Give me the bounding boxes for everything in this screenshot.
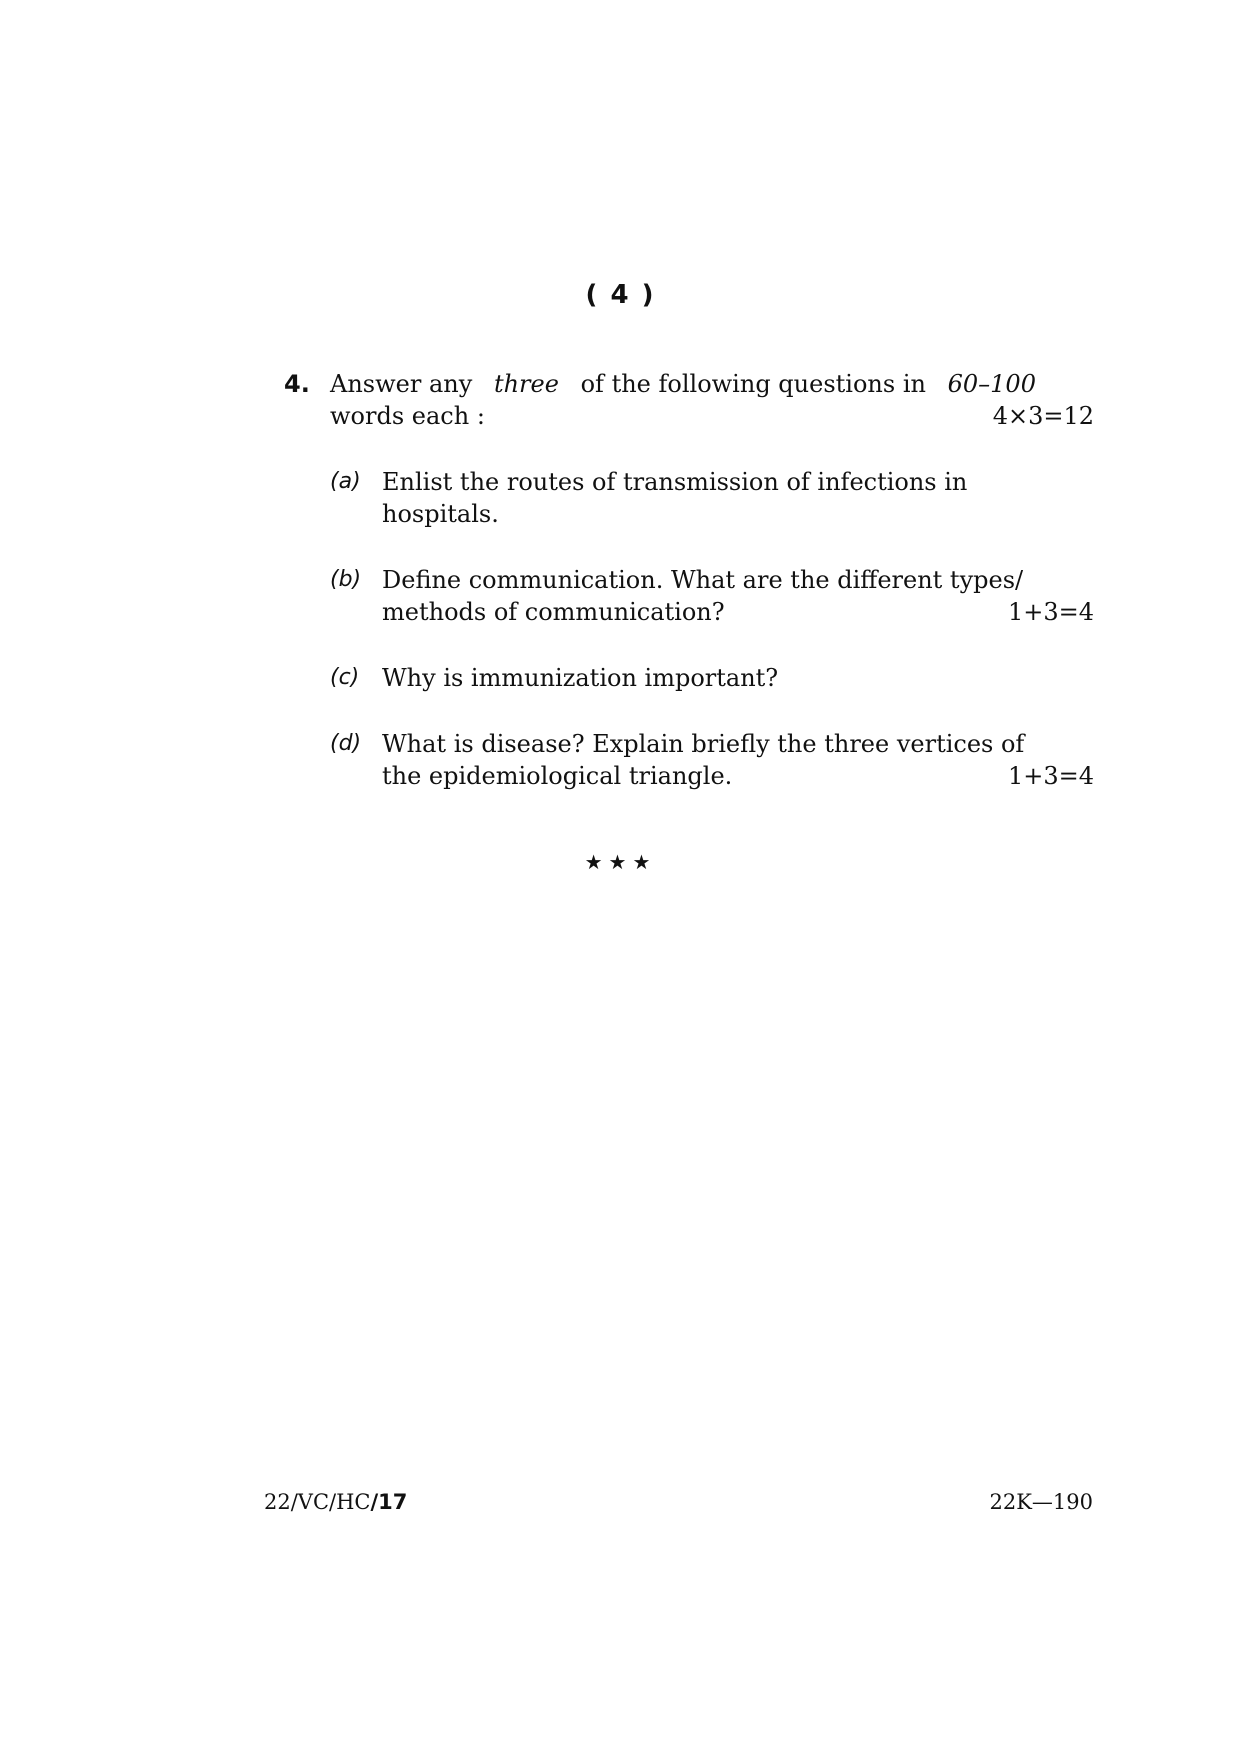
subquestion-text-cont: hospitals. bbox=[382, 500, 499, 528]
question-instruction-line2 bbox=[330, 400, 1094, 432]
subquestion-label: (a) bbox=[330, 469, 361, 494]
paper-code-prefix: 22/VC/HC bbox=[264, 1490, 371, 1514]
subquestion-text: Enlist the routes of transmission of infections in bbox=[382, 468, 968, 496]
subquestion-line2 bbox=[382, 596, 1094, 628]
subquestion-line2 bbox=[382, 498, 1094, 530]
paper-code bbox=[264, 1490, 407, 1514]
subquestion-line1 bbox=[382, 466, 1036, 498]
subquestion-text: Define communication. What are the different types/ bbox=[382, 566, 1024, 594]
subquestion-c bbox=[284, 662, 1094, 694]
subquestion-marks: 1+3=4 bbox=[1007, 598, 1094, 626]
end-of-paper-stars: ★★★ bbox=[584, 850, 657, 874]
subquestion-text: Why is immunization important? bbox=[382, 664, 779, 692]
subquestion-text-cont: the epidemiological triangle. bbox=[382, 762, 733, 790]
instruction-part-a: Answer any bbox=[330, 370, 473, 398]
question-instruction-line1 bbox=[330, 368, 1036, 400]
subquestion-label: (c) bbox=[330, 665, 360, 690]
question-4 bbox=[284, 368, 1094, 826]
question-header bbox=[284, 368, 1094, 432]
subquestion-line1 bbox=[382, 662, 1036, 694]
print-code: 22K—190 bbox=[989, 1490, 1093, 1514]
subquestion-line1 bbox=[382, 564, 1036, 596]
page-number: ( 4 ) bbox=[585, 280, 656, 310]
subquestion-line2 bbox=[382, 760, 1094, 792]
subquestion-label: (b) bbox=[330, 567, 362, 592]
subquestion-label: (d) bbox=[330, 731, 362, 756]
paper-code-suffix: /17 bbox=[370, 1490, 408, 1514]
subquestion-marks: 1+3=4 bbox=[1007, 762, 1094, 790]
subquestion-b bbox=[284, 564, 1094, 628]
subquestion-line1 bbox=[382, 728, 1036, 760]
instruction-word-range: 60–100 bbox=[947, 370, 1036, 398]
question-marks: 4×3=12 bbox=[992, 402, 1094, 430]
subquestion-a bbox=[284, 466, 1094, 530]
subquestion-text: What is disease? Explain briefly the three vertices of bbox=[382, 730, 1025, 758]
instruction-italic-three: three bbox=[493, 370, 559, 398]
instruction-part-b: of the following questions in bbox=[580, 370, 926, 398]
question-number: 4. bbox=[284, 370, 310, 398]
subquestion-d bbox=[284, 728, 1094, 792]
subquestion-text-cont: methods of communication? bbox=[382, 598, 725, 626]
subquestion-list bbox=[284, 466, 1094, 792]
instruction-line2-text: words each : bbox=[330, 402, 485, 430]
